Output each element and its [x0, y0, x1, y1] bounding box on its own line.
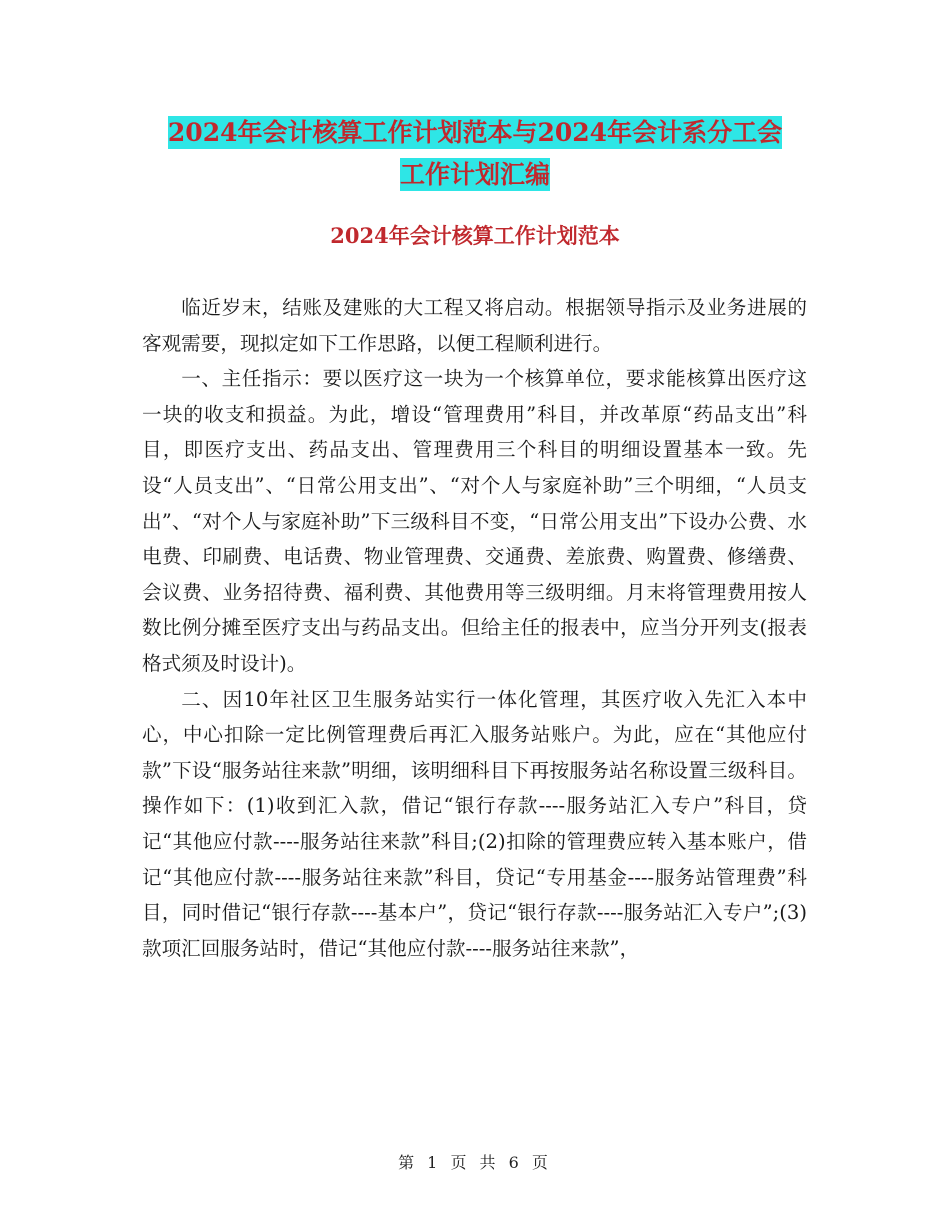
paragraph-item-1: 一、主任指示：要以医疗这一块为一个核算单位，要求能核算出医疗这一块的收支和损益。为此，增设“管理费用”科目，并改革原“药品支出”科目，即医疗支出、药品支出、管理费用三个科目的明细设置基本一致。先设“人员支出”、“日常公用支出”、“对个人与家庭补助”三个明细，“人员支出”、“对个人与家庭补助”下三级科目不变，“日常公用支出”下设办公费、水电费、印刷费、电话费、物业管理费、交通费、差旅费、购置费、修缮费、会议费、业务招待费、福利费、其他费用等三级明细。月末将管理费用按人数比例分摊至医疗支出与药品支出。但给主任的报表中，应当分开列支(报表格式须及时设计)。 — [142, 367, 807, 675]
page-footer: 第 1 页 共 6 页 — [398, 1153, 552, 1172]
paragraph-intro: 临近岁末，结账及建账的大工程又将启动。根据领导指示及业务进展的客观需要，现拟定如下工作思路，以便工程顺利进行。 — [142, 296, 807, 355]
section-heading: 2024年会计核算工作计划范本 — [330, 223, 620, 248]
title-line-2: 工作计划汇编 — [399, 160, 550, 189]
document-title — [140, 112, 810, 196]
body-text — [142, 290, 807, 966]
title-line-1: 2024年会计核算工作计划范本与2024年会计系分工会 — [167, 118, 783, 147]
paragraph-item-2: 二、因10年社区卫生服务站实行一体化管理，其医疗收入先汇入本中心，中心扣除一定比例管理费后再汇入服务站账户。为此，应在“其他应付款”下设“服务站往来款”明细，该明细科目下再按服务站名称设置三级科目。操作如下：(1)收到汇入款，借记“银行存款----服务站汇入专户”科目，贷记“其他应付款----服务站往来款”科目;(2)扣除的管理费应转入基本账户，借记“其他应付款----服务站往来款”科目，贷记“专用基金----服务站管理费”科目，同时借记“银行存款----基本户”，贷记“银行存款----服务站汇入专户”;(3)款项汇回服务站时，借记“其他应付款----服务站往来款”， — [142, 687, 807, 960]
